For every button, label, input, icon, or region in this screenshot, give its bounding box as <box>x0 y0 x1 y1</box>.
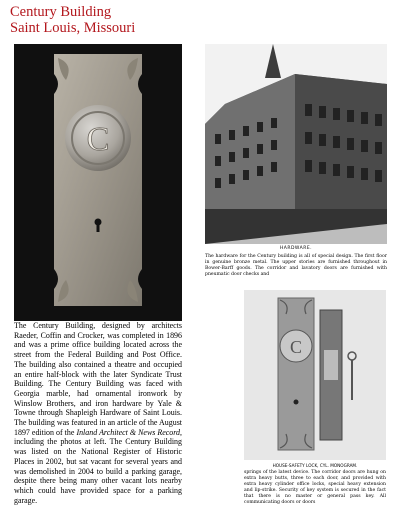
history-text-part1: The Century Building, designed by architects Raeder, Coffin and Crocker, was completed in 1896 and was a prime office building located across the street from the Federal Building and Post Office. The building also contained a theatre and occupied an entire half-block with the later Syndicate Trust Building. The Century Building was faced with Georgia marble, had ornamental ironwork by Winslow Brothers, and iron hardware by Yale & Towne through Shapleigh Hardware of Saint Louis. The building was featured in an article of the August 1897 edition of the <box>14 321 182 437</box>
building-photo <box>205 44 387 244</box>
door-plate-illustration <box>14 44 182 321</box>
door-plate-photo <box>14 44 182 321</box>
lock-monogram: C <box>289 337 303 357</box>
century-building-illustration <box>205 44 387 244</box>
title-line-building: Century Building <box>10 4 112 20</box>
hardware-description: The hardware for the Century building is all of special design. The first floor in genuine bronze metal. The upper stories are furnished throughout in Bower-Barff goods. The corridor and lavatory doors are furnished with pneumatic door checks and <box>205 254 387 277</box>
hardware-heading: HARDWARE. <box>279 246 313 251</box>
publication-name: Inland Architect & News Record <box>76 427 181 437</box>
lock-illustration <box>244 290 386 460</box>
history-text-part2: , including the photos at left. The Century Building was listed on the National Register of Historic Places in 2002, but sat vacant for several years and was demolished in 2004 to build a parking garage, despite there being many other vacant lots nearby which could have provided space for a parking garage. <box>14 427 182 505</box>
history-paragraph <box>14 321 182 505</box>
page-title <box>10 4 135 36</box>
lock-caption: HOUSE-SAFETY LOCK, CYL. MONOGRAM. <box>272 463 358 468</box>
title-line-city: Saint Louis, Missouri <box>10 20 136 36</box>
lock-plate-photo <box>244 290 386 460</box>
lock-description: springs of the latest device. The corridor doors are hung on extra heavy butts, three to each door, and provided with extra heavy cylinder office locks, special heavy extension and lip-strike. Security of key system is secured in the fact that there is no master or general pass key. All communicating doors or doors <box>244 470 386 505</box>
knob-monogram: C <box>86 121 110 158</box>
